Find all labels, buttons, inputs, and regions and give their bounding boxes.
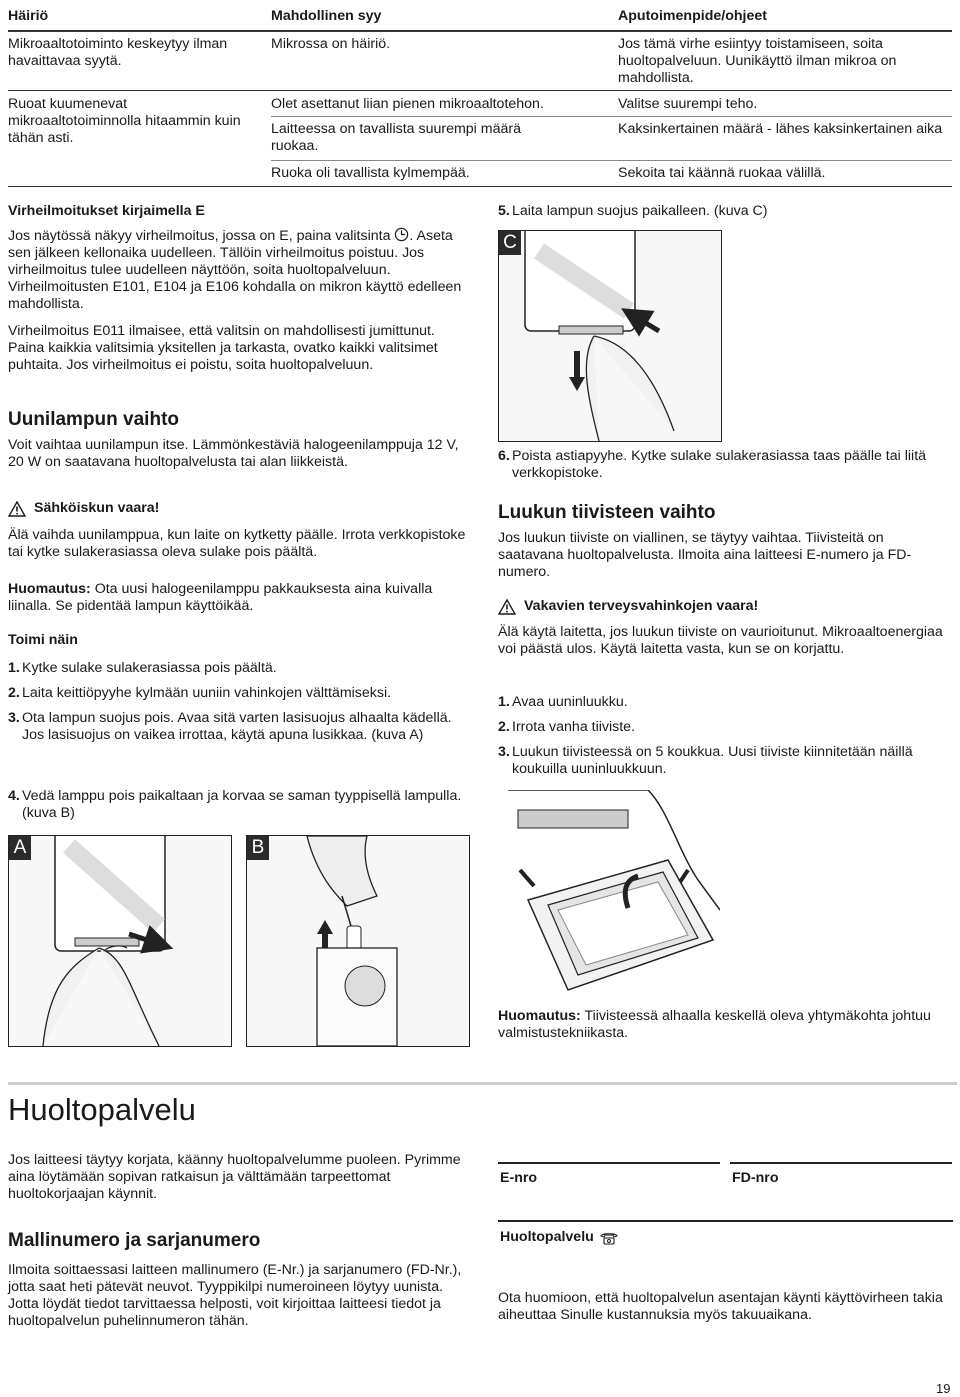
figure-b-label: B: [247, 836, 269, 860]
figure-a-label: A: [9, 836, 31, 860]
table-row-rule: [8, 90, 952, 91]
table-cell-remedy-1: Jos tämä virhe esiintyy toistamiseen, soita huoltopalveluun. Uunikäyttö ilman mikroa on mahdollista.: [618, 36, 897, 86]
step-number: 3.: [498, 744, 510, 760]
seal-step-3: [498, 744, 953, 778]
lamp-step-3: [8, 710, 468, 744]
figure-a-illustration: [9, 836, 231, 1046]
errors-heading: Virheilmoitukset kirjaimella E: [8, 203, 205, 219]
seal-intro: Jos luukun tiiviste on viallinen, se täytyy vaihtaa. Tiivisteitä on saatavana huoltopalvelusta. Ilmoita aina laitteesi E-numero ja FD-numero.: [498, 530, 912, 580]
step-text: Laita lampun suojus paikalleen. (kuva C): [512, 203, 768, 219]
step-number: 1.: [498, 694, 510, 710]
figure-c: [498, 230, 722, 442]
table-cell-cause-4: Ruoka oli tavallista kylmempää.: [271, 165, 470, 181]
e-nro-label: E-nro: [500, 1170, 538, 1186]
lamp-heading: Uunilampun vaihto: [8, 409, 179, 430]
e-nro-field[interactable]: [498, 1162, 720, 1164]
lamp-step-4: [8, 788, 468, 822]
seal-warning-text: Älä käytä laitetta, jos luukun tiiviste on vaurioitunut. Mikroaaltoenergiaa voi päästä ulos. Käytä laitetta vasta, kun se on korjattu.: [498, 624, 943, 657]
service-top-rule: [8, 1082, 957, 1085]
table-header-cause: Mahdollinen syy: [271, 8, 382, 24]
seal-note-label: Huomautus:: [498, 1008, 581, 1024]
model-text: Ilmoita soittaessasi laitteen mallinumero (E-Nr.) ja sarjanumero (FD-Nr.), jotta saat heti pätevät neuvot. Tyyppikilpi numeroineen löytyy uunista. Jotta löydät tiedot tarvittaessa helposti, voit kirjoittaa laitteesi tiedot ja huoltopalvelun puhelinnumeron tähän.: [8, 1262, 462, 1329]
table-cell-fault-1: Mikroaaltotoiminto keskeytyy ilman havaittavaa syytä.: [8, 36, 228, 69]
seal-note-text: Tiivisteessä alhaalla keskellä oleva yhtymäkohta johtuu valmistustekniikasta.: [498, 1008, 931, 1041]
step-number: 2.: [8, 685, 20, 701]
figure-seal: [498, 790, 720, 998]
figure-c-illustration: [499, 231, 721, 441]
clock-icon: [394, 227, 409, 242]
step-number: 4.: [8, 788, 20, 804]
errors-paragraph-2: Virheilmoitus E011 ilmaisee, että valitsin on mahdollisesti jumittunut. Paina kaikkia valitsimia yksitellen ja tarkasta, ovatko kaikki valitsimet puhtaita. Jos virheilmoitus ei poistu, soita huoltopalveluun.: [8, 323, 438, 373]
service-heading: Huoltopalvelu: [8, 1092, 196, 1127]
lamp-step-2: [8, 685, 468, 702]
lamp-step-5: [498, 203, 953, 220]
table-cell-cause-1: Mikrossa on häiriö.: [271, 36, 391, 52]
table-cell-cause-2: Olet asettanut liian pienen mikroaaltotehon.: [271, 96, 544, 112]
lamp-warning: [8, 500, 159, 517]
service-phone-field[interactable]: [498, 1220, 953, 1222]
lamp-step-1: [8, 660, 468, 677]
lamp-warning-text: Älä vaihda uunilamppua, kun laite on kytketty päälle. Irrota verkkopistoke tai kytke sulakerasiassa oleva sulake pois päältä.: [8, 527, 466, 560]
lamp-step-6: [498, 448, 953, 482]
lamp-intro: Voit vaihtaa uunilampun itse. Lämmönkestäviä halogeenilamppuja 12 V, 20 W on saatavana huoltopalvelusta tai alan liikkeistä.: [8, 437, 459, 470]
errors-p1-text-b: . Aseta sen jälkeen kellonaika uudelleen. Tällöin virheilmoitus poistuu. Jos virheilmoitus tulee uudelleen näyttöön, soita huoltopalveluun. Virheilmoitusten E101, E104 ja E106 kohdalla on mikron käyttö edelleen mahdollista.: [8, 228, 462, 312]
step-text: Irrota vanha tiiviste.: [512, 719, 636, 735]
seal-note: [498, 1008, 953, 1042]
lamp-note: [8, 581, 458, 615]
lamp-note-label: Huomautus:: [8, 581, 91, 597]
seal-step-1: [498, 694, 953, 711]
step-text: Avaa uuninluukku.: [512, 694, 628, 710]
seal-warning-label: Vakavien terveysvahinkojen vaara!: [524, 598, 759, 614]
errors-paragraph-1: [8, 227, 468, 313]
service-cost-note: Ota huomioon, että huoltopalvelun asentajan käynti käyttövirheen takia aiheuttaa Sinulle kustannuksia myös takuuaikana.: [498, 1290, 943, 1323]
figure-c-label: C: [499, 231, 521, 255]
table-cell-cause-3: Laitteessa on tavallista suurempi määrä ruokaa.: [271, 121, 521, 154]
figure-a: [8, 835, 232, 1047]
service-phone-label: [500, 1229, 618, 1246]
figure-b-illustration: [247, 836, 469, 1046]
step-text: Luukun tiivisteessä on 5 koukkua. Uusi tiiviste kiinnitetään näillä koukuilla uuninluukkuun.: [512, 744, 913, 777]
page-number: 19: [936, 1381, 951, 1396]
service-intro: Jos laitteesi täytyy korjata, käänny huoltopalvelumme puoleen. Pyrimme aina löytämään sopivan ratkaisun ja välttämään tarpeettomat huoltokorjaajan käynnit.: [8, 1152, 461, 1202]
figure-seal-illustration: [498, 790, 720, 998]
step-text: Laita keittiöpyyhe kylmään uuniin vahinkojen välttämiseksi.: [22, 685, 392, 701]
fd-nro-field[interactable]: [730, 1162, 952, 1164]
step-number: 1.: [8, 660, 20, 676]
errors-p1-text-a: Jos näytössä näkyy virheilmoitus, jossa on E, paina valitsinta: [8, 228, 391, 244]
fd-nro-label: FD-nro: [732, 1170, 779, 1186]
table-header-remedy: Aputoimenpide/ohjeet: [618, 8, 767, 24]
table-cell-remedy-2: Valitse suurempi teho.: [618, 96, 758, 112]
table-header-fault: Häiriö: [8, 8, 49, 24]
step-number: 3.: [8, 710, 20, 726]
seal-heading: Luukun tiivisteen vaihto: [498, 502, 716, 523]
seal-step-2: [498, 719, 953, 736]
step-number: 5.: [498, 203, 510, 219]
lamp-note-text: Ota uusi halogeenilamppu pakkauksesta aina kuivalla liinalla. Se pidentää lampun käyttöikää.: [8, 581, 433, 614]
warning-triangle-icon: [8, 501, 26, 517]
table-header-rule: [8, 30, 952, 32]
table-subrow-rule: [271, 116, 952, 117]
warning-triangle-icon: [498, 599, 516, 615]
seal-warning: [498, 598, 758, 615]
table-cell-remedy-3: Kaksinkertainen määrä - lähes kaksinkertainen aika: [618, 121, 943, 137]
model-heading: Mallinumero ja sarjanumero: [8, 1230, 261, 1251]
lamp-steps-heading: Toimi näin: [8, 632, 78, 648]
table-bottom-rule: [8, 186, 952, 187]
telephone-icon: [600, 1231, 618, 1245]
table-cell-remedy-4: Sekoita tai käännä ruokaa välillä.: [618, 165, 826, 181]
figure-b: [246, 835, 470, 1047]
service-label-text: Huoltopalvelu: [500, 1229, 594, 1245]
step-number: 6.: [498, 448, 510, 464]
step-text: Ota lampun suojus pois. Avaa sitä varten lasisuojus alhaalta kädellä. Jos lasisuojus on vaikea irrottaa, käytä apuna lusikkaa. (kuva A): [22, 710, 452, 743]
table-subrow-rule: [271, 160, 952, 161]
step-text: Poista astiapyyhe. Kytke sulake sulakerasiassa taas päälle tai liitä verkkopistoke.: [512, 448, 927, 481]
step-number: 2.: [498, 719, 510, 735]
step-text: Vedä lamppu pois paikaltaan ja korvaa se saman tyyppisellä lampulla. (kuva B): [22, 788, 462, 821]
lamp-warning-label: Sähköiskun vaara!: [34, 500, 160, 516]
step-text: Kytke sulake sulakerasiassa pois päältä.: [22, 660, 277, 676]
table-cell-fault-2: Ruoat kuumenevat mikroaaltotoiminnolla hitaammin kuin tähän asti.: [8, 96, 241, 146]
